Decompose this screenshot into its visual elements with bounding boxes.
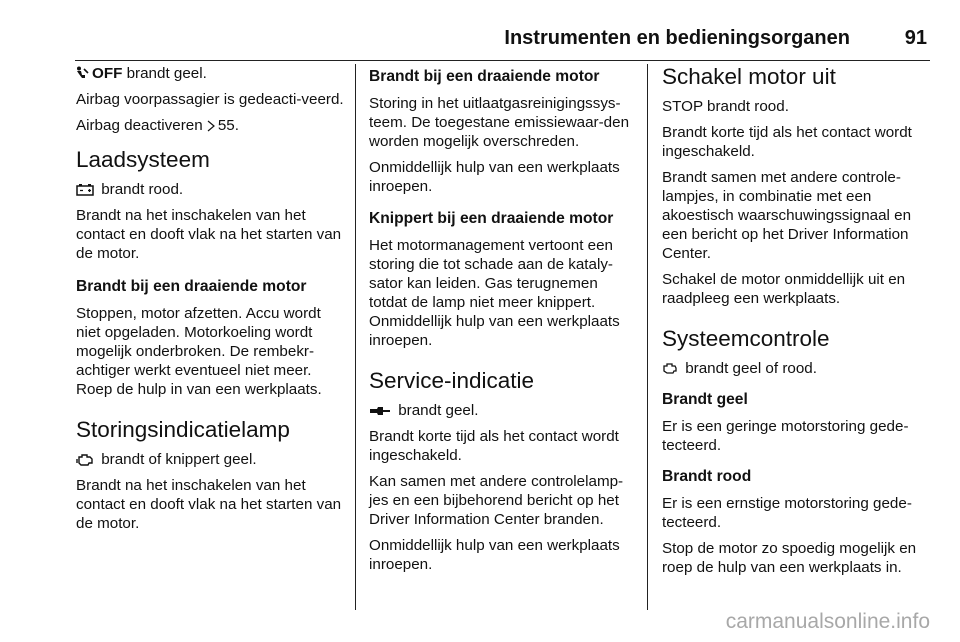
wrench-service-icon bbox=[369, 405, 391, 417]
cross-reference-page[interactable]: 55. bbox=[217, 117, 239, 134]
page-title: Instrumenten en bedieningsorganen bbox=[504, 27, 850, 49]
column-divider bbox=[355, 64, 356, 610]
paragraph: Brandt samen met andere controle-lampjes, in combinatie met een akoestisch waarschuwingssignaal en een bericht op het Driver Information Center. bbox=[662, 169, 912, 262]
paragraph: Stoppen, motor afzetten. Accu wordt niet opgeladen. Motorkoeling wordt mogelijk onderbroken. De rembekr-achtiger werkt eventueel niet meer. Roep de hulp in van een werkplaats. bbox=[76, 305, 322, 398]
battery-status-line bbox=[76, 180, 344, 199]
paragraph: Storing in het uitlaatgasreinigingssys-teem. De toegestane emissiewaar-den worden mogelijk overschreden. bbox=[369, 95, 630, 150]
section-heading-laadsysteem: Laadsysteem bbox=[76, 147, 210, 172]
column-3 bbox=[662, 64, 930, 584]
column-2 bbox=[369, 64, 637, 581]
section-heading-storingsindicatielamp: Storingsindicatielamp bbox=[76, 417, 290, 442]
airbag-off-label: OFF bbox=[92, 65, 123, 82]
subheading: Brandt bij een draaiende motor bbox=[369, 68, 600, 85]
battery-icon bbox=[76, 183, 94, 196]
airbag-status-line bbox=[76, 64, 344, 83]
paragraph: Onmiddellijk hulp van een werkplaats inroepen. bbox=[369, 537, 620, 573]
cross-reference-text: Airbag deactiveren bbox=[76, 117, 207, 134]
paragraph: Stop de motor zo spoedig mogelijk en roep de hulp van een werkplaats in. bbox=[662, 540, 917, 576]
service-status-text: brandt geel. bbox=[394, 402, 479, 419]
page-header bbox=[75, 27, 930, 61]
subheading: Knippert bij een draaiende motor bbox=[369, 210, 614, 227]
paragraph: Brandt na het inschakelen van het contact en dooft vlak na het starten van de motor. bbox=[76, 207, 342, 262]
paragraph: Kan samen met andere controlelamp-jes en een bijbehorend bericht op het Driver Information Center branden. bbox=[369, 473, 624, 528]
subheading: Brandt rood bbox=[662, 468, 752, 485]
system-check-icon bbox=[662, 362, 678, 375]
column-divider bbox=[647, 64, 648, 610]
airbag-off-text: brandt geel. bbox=[122, 65, 207, 82]
paragraph: STOP brandt rood. bbox=[662, 98, 789, 115]
paragraph: Brandt korte tijd als het contact wordt ingeschakeld. bbox=[662, 124, 912, 160]
paragraph: Schakel de motor onmiddellijk uit en raadpleeg een werkplaats. bbox=[662, 271, 906, 307]
paragraph: Het motormanagement vertoont een storing die tot schade aan de kataly-sator kan leiden. Gas terugnemen totdat de lamp niet meer knippert. Onmiddellijk hulp van een werkplaats inroepen. bbox=[369, 237, 620, 349]
airbag-passenger-icon bbox=[76, 66, 89, 80]
cross-reference bbox=[76, 116, 344, 135]
section-heading-systeemcontrole: Systeemcontrole bbox=[662, 326, 830, 351]
subheading: Brandt geel bbox=[662, 391, 748, 408]
engine-check-icon bbox=[76, 453, 94, 466]
paragraph: Airbag voorpassagier is gedeacti-veerd. bbox=[76, 91, 344, 108]
reference-arrow-icon bbox=[207, 120, 215, 132]
paragraph: Onmiddellijk hulp van een werkplaats inroepen. bbox=[369, 159, 620, 195]
section-heading-service-indicatie: Service-indicatie bbox=[369, 368, 535, 393]
paragraph: Brandt na het inschakelen van het contact en dooft vlak na het starten van de motor. bbox=[76, 477, 342, 532]
paragraph: Er is een geringe motorstoring gede-tecteerd. bbox=[662, 418, 909, 454]
paragraph: Brandt korte tijd als het contact wordt ingeschakeld. bbox=[369, 428, 619, 464]
system-status-text: brandt geel of rood. bbox=[681, 360, 817, 377]
watermark: carmanualsonline.info bbox=[725, 610, 930, 633]
engine-status-line bbox=[76, 450, 344, 469]
subheading: Brandt bij een draaiende motor bbox=[76, 278, 307, 295]
section-heading-schakel-motor-uit: Schakel motor uit bbox=[662, 64, 836, 89]
engine-status-text: brandt of knippert geel. bbox=[97, 451, 257, 468]
system-status-line bbox=[662, 359, 930, 378]
battery-status-text: brandt rood. bbox=[97, 181, 184, 198]
column-1 bbox=[76, 64, 344, 540]
page-number: 91 bbox=[904, 27, 927, 49]
header-rule bbox=[75, 60, 930, 61]
paragraph: Er is een ernstige motorstoring gede-tecteerd. bbox=[662, 495, 912, 531]
service-status-line bbox=[369, 401, 637, 420]
